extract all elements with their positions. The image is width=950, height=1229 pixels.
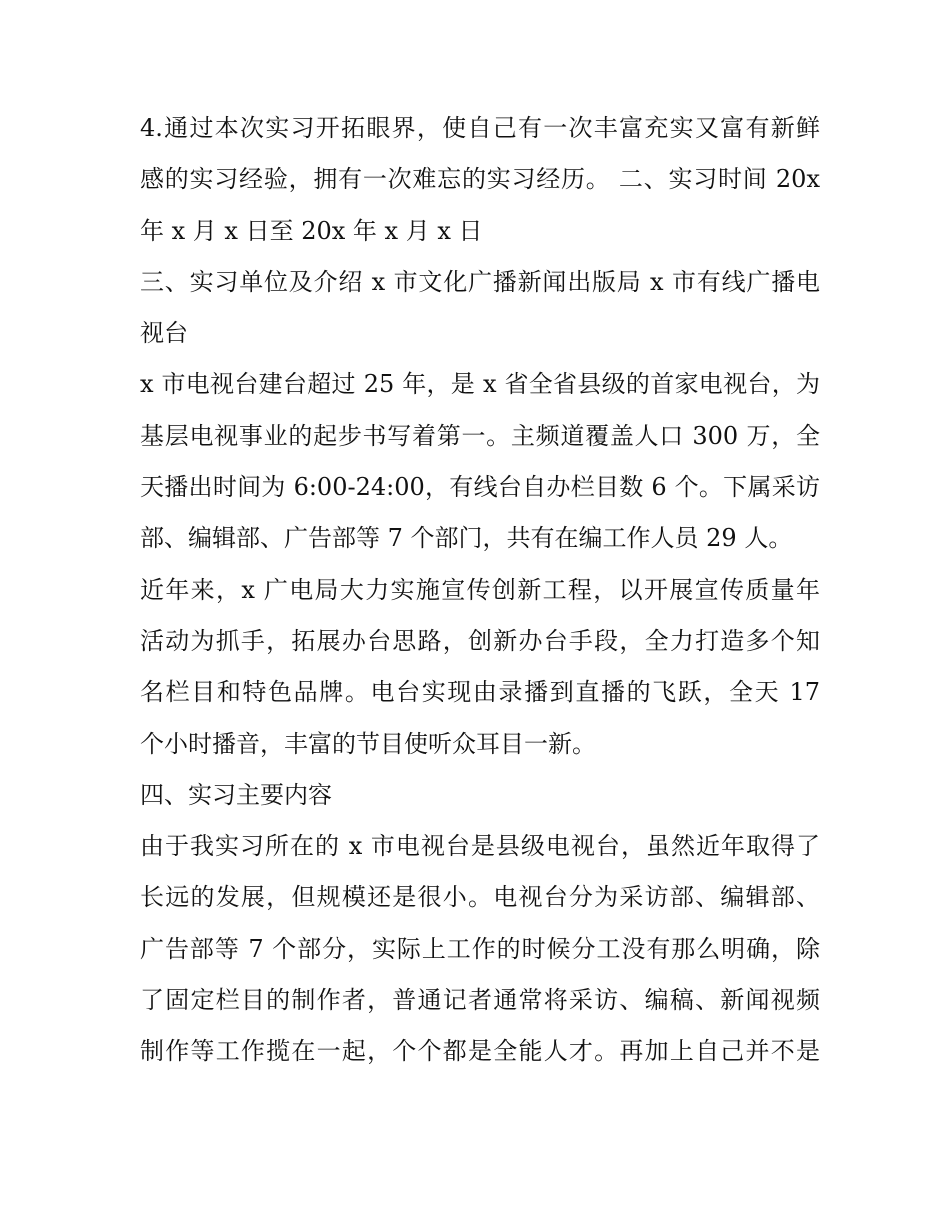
text-line: 个小时播音，丰富的节目使听众耳目一新。: [140, 729, 596, 758]
text-line: 活动为抓手，拓展办台思路，创新办台手段，全力打造多个知: [140, 626, 820, 655]
text-line: 名栏目和特色品牌。电台实现由录播到直播的飞跃，全天 17: [140, 678, 820, 707]
text-line: 由于我实习所在的 x 市电视台是县级电视台，虽然近年取得了: [140, 832, 820, 861]
text-line: 广告部等 7 个部分，实际上工作的时候分工没有那么明确，除: [140, 934, 820, 963]
text-line: 制作等工作揽在一起，个个都是全能人才。再加上自己并不是: [140, 1037, 820, 1066]
text-line: x 市电视台建台超过 25 年，是 x 省全省县级的首家电视台，为: [140, 370, 820, 399]
text-line: 视台: [140, 319, 188, 348]
text-line: 天播出时间为 6:00-24:00，有线台自办栏目数 6 个。下属采访: [140, 473, 820, 502]
text-line: 了固定栏目的制作者，普通记者通常将采访、编稿、新闻视频: [140, 986, 820, 1015]
text-line: 长远的发展，但规模还是很小。电视台分为采访部、编辑部、: [140, 883, 820, 912]
text-line: 部、编辑部、广告部等 7 个部门，共有在编工作人员 29 人。: [140, 524, 793, 553]
text-line: 近年来，x 广电局大力实施宣传创新工程，以开展宣传质量年: [140, 575, 820, 604]
document-body: [140, 103, 820, 1078]
text-line: 4.通过本次实习开拓眼界，使自己有一次丰富充实又富有新鲜: [140, 114, 820, 142]
text-line: 年 x 月 x 日至 20x 年 x 月 x 日: [140, 216, 483, 245]
text-line: 基层电视事业的起步书写着第一。主频道覆盖人口 300 万，全: [140, 421, 820, 450]
text-line: 三、实习单位及介绍 x 市文化广播新闻出版局 x 市有线广播电: [140, 267, 820, 296]
section-heading: 四、实习主要内容: [140, 780, 332, 809]
text-line: 感的实习经验，拥有一次难忘的实习经历。 二、实习时间 20x: [140, 165, 820, 194]
